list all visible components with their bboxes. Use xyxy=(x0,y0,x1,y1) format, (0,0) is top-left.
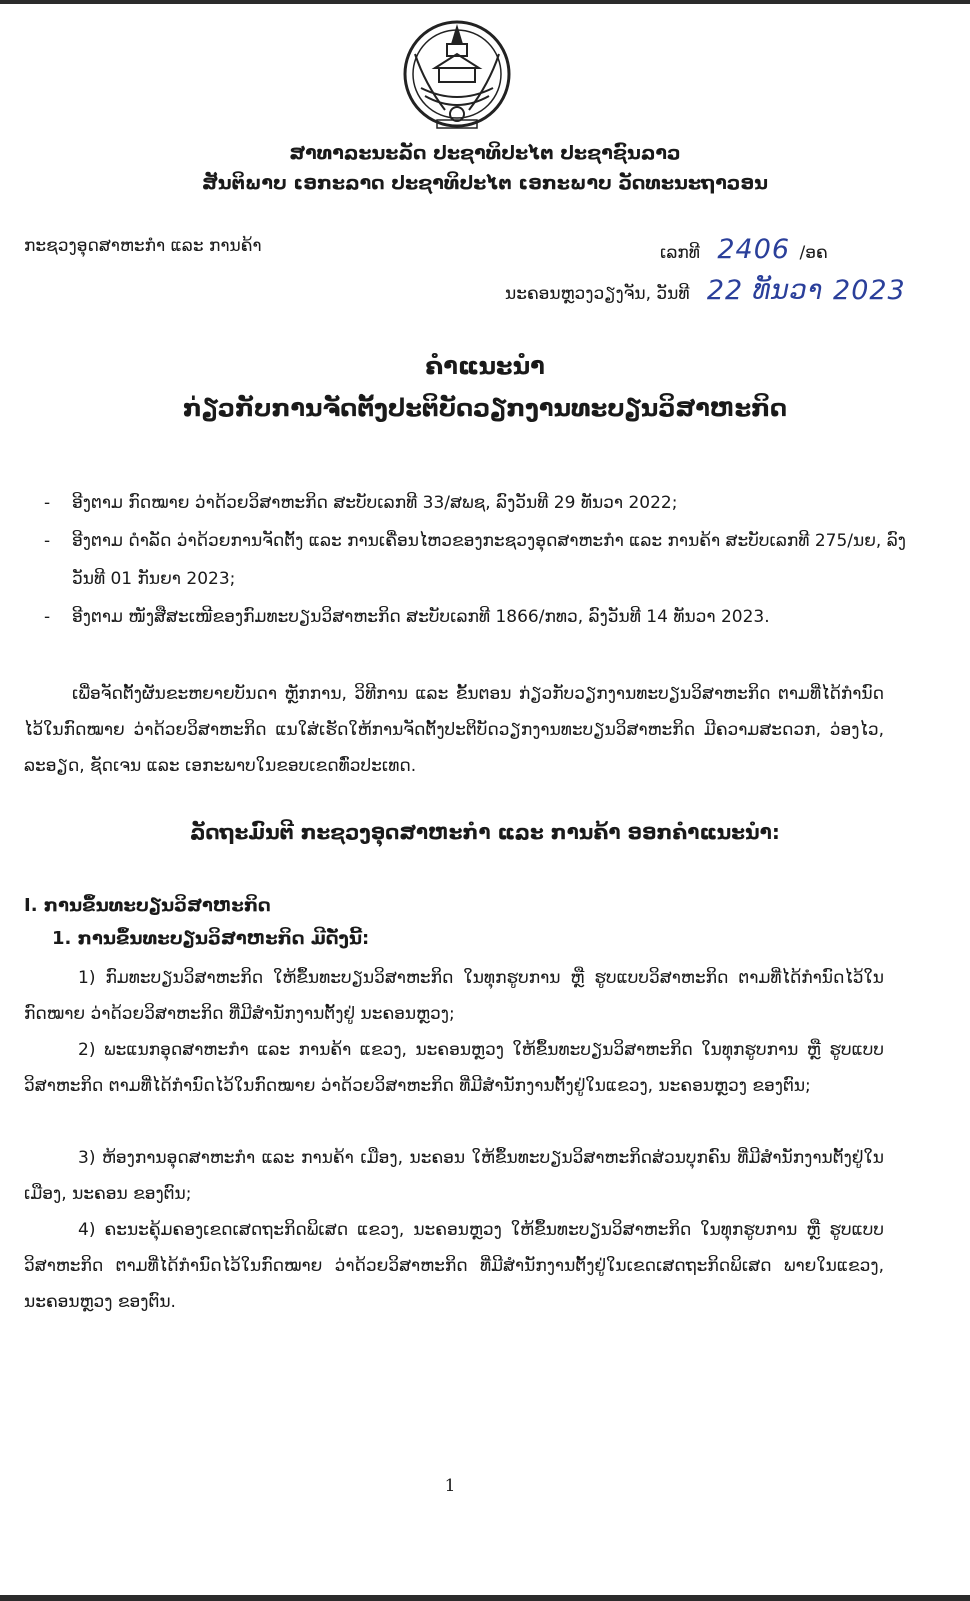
ministry-name: ກະຊວງອຸດສາຫະກຳ ແລະ ການຄ້າ xyxy=(24,236,262,256)
list-dash: - xyxy=(44,493,51,513)
reference-text: ອີງຕາມ ກົດໝາຍ ວ່າດ້ວຍວິສາຫະກິດ ສະບັບເລກທີ 33/ສພຊ, ລົງວັນທີ 29 ທັນວາ 2022; xyxy=(72,493,678,513)
reference-text: ອີງຕາມ ໜັງສືສະເໜີຂອງກົມທະບຽນວິສາຫະກິດ ສະບັບເລກທີ 1866/ກທວ, ລົງວັນທີ 14 ທັນວາ 2023. xyxy=(72,607,770,627)
section-subheading: 1. ການຂຶ້ນທະບຽນວິສາຫະກິດ ມີດັ່ງນີ້: xyxy=(52,928,370,949)
page-top-border xyxy=(0,0,970,4)
list-item: 3) ຫ້ອງການອຸດສາຫະກຳ ແລະ ການຄ້າ ເມືອງ, ນະຄອນ ໃຫ້ຂຶ້ນທະບຽນວິສາຫະກິດສ່ວນບຸກຄົນ ທີ່ມີສຳນັກງານຕັ້ງຢູ່ໃນເມືອງ, ນະຄອນ ຂອງຕົນ; xyxy=(24,1148,884,1204)
place-date-label: ນະຄອນຫຼວງວຽງຈັນ, ວັນທີ xyxy=(505,284,690,304)
reference-item xyxy=(44,598,924,636)
reference-text: ອີງຕາມ ດຳລັດ ວ່າດ້ວຍການຈັດຕັ້ງ ແລະ ການເຄື່ອນໄຫວຂອງກະຊວງອຸດສາຫະກຳ ແລະ ການຄ້າ ສະບັບເລກທີ 275/ນຍ, ລົງວັນທີ 01 ກັນຍາ 2023; xyxy=(72,531,906,589)
list-item: 4) ຄະນະຄຸ້ມຄອງເຂດເສດຖະກິດພິເສດ ແຂວງ, ນະຄອນຫຼວງ ໃຫ້ຂຶ້ນທະບຽນວິສາຫະກິດ ໃນທຸກຮູບການ ຫຼື ຮູບແບບວິສາຫະກິດ ຕາມທີ່ໄດ້ກຳນົດໄວ້ໃນກົດໝາຍ ວ່າດ້ວຍວິສາຫະກິດ ທີ່ມີສຳນັກງານຕັ້ງຢູ່ໃນເຂດເສດຖະກິດພິເສດ ພາຍໃນແຂວງ, ນະຄອນຫຼວງ ຂອງຕົນ. xyxy=(24,1220,884,1312)
list-item: 2) ພະແນກອຸດສາຫະກຳ ແລະ ການຄ້າ ແຂວງ, ນະຄອນຫຼວງ ໃຫ້ຂຶ້ນທະບຽນວິສາຫະກິດ ໃນທຸກຮູບການ ຫຼື ຮູບແບບວິສາຫະກິດ ຕາມທີ່ໄດ້ກຳນົດໄວ້ໃນກົດໝາຍ ວ່າດ້ວຍວິສາຫະກິດ ທີ່ມີສຳນັກງານຕັ້ງຢູ່ໃນແຂວງ, ນະຄອນຫຼວງ ຂອງຕົນ; xyxy=(24,1040,884,1096)
list-dash: - xyxy=(44,531,51,551)
section-heading: I. ການຂຶ້ນທະບຽນວິສາຫະກິດ xyxy=(24,895,271,916)
date-handwritten: 22 ທັນວາ 2023 xyxy=(706,275,906,306)
header-line-2: ສັນຕິພາບ ເອກະລາດ ປະຊາທິປະໄຕ ເອກະພາບ ວັດທະນະຖາວອນ xyxy=(202,172,768,194)
document-number xyxy=(660,234,828,265)
list-item: 1) ກົມທະບຽນວິສາຫະກິດ ໃຫ້ຂຶ້ນທະບຽນວິສາຫະກິດ ໃນທຸກຮູບການ ຫຼື ຮູບແບບວິສາຫະກິດ ຕາມທີ່ໄດ້ກຳນົດໄວ້ໃນກົດໝາຍ ວ່າດ້ວຍວິສາຫະກິດ ທີ່ມີສຳນັກງານຕັ້ງຢູ່ ນະຄອນຫຼວງ; xyxy=(24,968,884,1024)
header-line-1: ສາທາລະນະລັດ ປະຊາທິປະໄຕ ປະຊາຊົນລາວ xyxy=(289,142,681,164)
list-dash: - xyxy=(44,607,51,627)
document-subtitle: ກ່ຽວກັບການຈັດຕັ້ງປະຕິບັດວຽກງານທະບຽນວິສາຫະກິດ xyxy=(182,394,788,422)
reference-item xyxy=(44,484,924,522)
reference-item xyxy=(44,522,924,598)
page-number: 1 xyxy=(444,1476,456,1496)
document-number-label: ເລກທີ xyxy=(660,243,700,263)
references-list xyxy=(44,484,924,636)
issuing-authority-line: ລັດຖະມົນຕີ ກະຊວງອຸດສາຫະກຳ ແລະ ການຄ້າ ອອກຄຳແນະນຳ: xyxy=(190,820,780,844)
page-bottom-border xyxy=(0,1595,970,1601)
document-number-handwritten: 2406 xyxy=(717,234,791,265)
document-number-suffix: /ອຄ xyxy=(799,243,828,263)
national-emblem xyxy=(395,14,519,132)
purpose-paragraph: ເພື່ອຈັດຕັ້ງຜັນຂະຫຍາຍບັນດາ ຫຼັກການ, ວິທີການ ແລະ ຂັ້ນຕອນ ກ່ຽວກັບວຽກງານທະບຽນວິສາຫະກິດ ຕາມທີ່ໄດ້ກຳນົດໄວ້ໃນກົດໝາຍ ວ່າດ້ວຍວິສາຫະກິດ ແນໃສ່ເຮັດໃຫ້ການຈັດຕັ້ງປະຕິບັດວຽກງານທະບຽນວິສາຫະກິດ ມີຄວາມສະດວກ, ວ່ອງໄວ, ລະອຽດ, ຊັດເຈນ ແລະ ເອກະພາບໃນຂອບເຂດທົ່ວປະເທດ. xyxy=(24,684,884,776)
place-and-date xyxy=(505,275,906,306)
document-title: ຄຳແນະນຳ xyxy=(425,352,545,380)
